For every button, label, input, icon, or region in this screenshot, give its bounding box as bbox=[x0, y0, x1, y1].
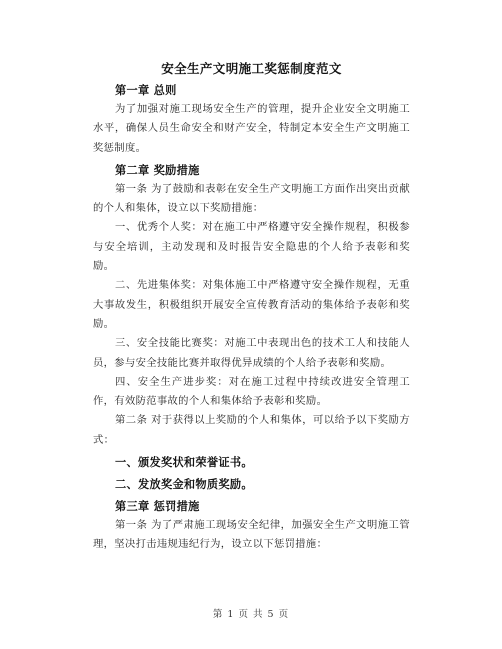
chapter-1-paragraph: 为了加强对施工现场安全生产的管理，提升企业安全文明施工水平，确保人员生命安全和财产安全，特制定本安全生产文明施工奖惩制度。 bbox=[93, 103, 410, 154]
document-title: 安全生产文明施工奖惩制度范文 bbox=[161, 61, 342, 76]
chapter-1-heading: 第一章 总则 bbox=[115, 84, 177, 97]
chapter-3-article-1: 第一条 为了严肃施工现场安全纪律，加强安全生产文明施工管理，坚决打击违规违纪行为，设立以下惩罚措施： bbox=[93, 519, 410, 551]
page-number: 第 1 页 共 5 页 bbox=[212, 609, 290, 620]
chapter-2-item-3: 三、安全技能比赛奖：对施工中表现出色的技术工人和技能人员，参与安全技能比赛并取得优异成绩的个人给予表彰和奖励。 bbox=[93, 337, 410, 369]
chapter-2-item-1: 一、优秀个人奖：对在施工中严格遵守安全操作规程，积极参与安全培训，主动发现和及时报告安全隐患的个人给予表彰和奖励。 bbox=[93, 221, 410, 273]
chapter-2-reward-2: 二、发放奖金和物质奖励。 bbox=[115, 478, 253, 492]
chapter-3-heading: 第三章 惩罚措施 bbox=[115, 500, 200, 514]
chapter-2-item-4: 四、安全生产进步奖：对在施工过程中持续改进安全管理工作，有效防范事故的个人和集体给予表彰和奖励。 bbox=[93, 375, 410, 408]
chapter-2-heading: 第二章 奖励措施 bbox=[115, 163, 200, 177]
chapter-2-article-1: 第一条 为了鼓励和表彰在安全生产文明施工方面作出突出贡献的个人和集体，设立以下奖励措施： bbox=[93, 182, 410, 215]
chapter-2-article-2: 第二条 对于获得以上奖励的个人和集体，可以给予以下奖励方式： bbox=[93, 414, 410, 446]
document-body bbox=[93, 60, 410, 555]
chapter-2-reward-1: 一、颁发奖状和荣誉证书。 bbox=[115, 456, 253, 470]
chapter-2-item-2: 二、先进集体奖：对集体施工中严格遵守安全操作规程，无重大事故发生，积极组织开展安全宣传教育活动的集体给予表彰和奖励。 bbox=[93, 279, 410, 330]
